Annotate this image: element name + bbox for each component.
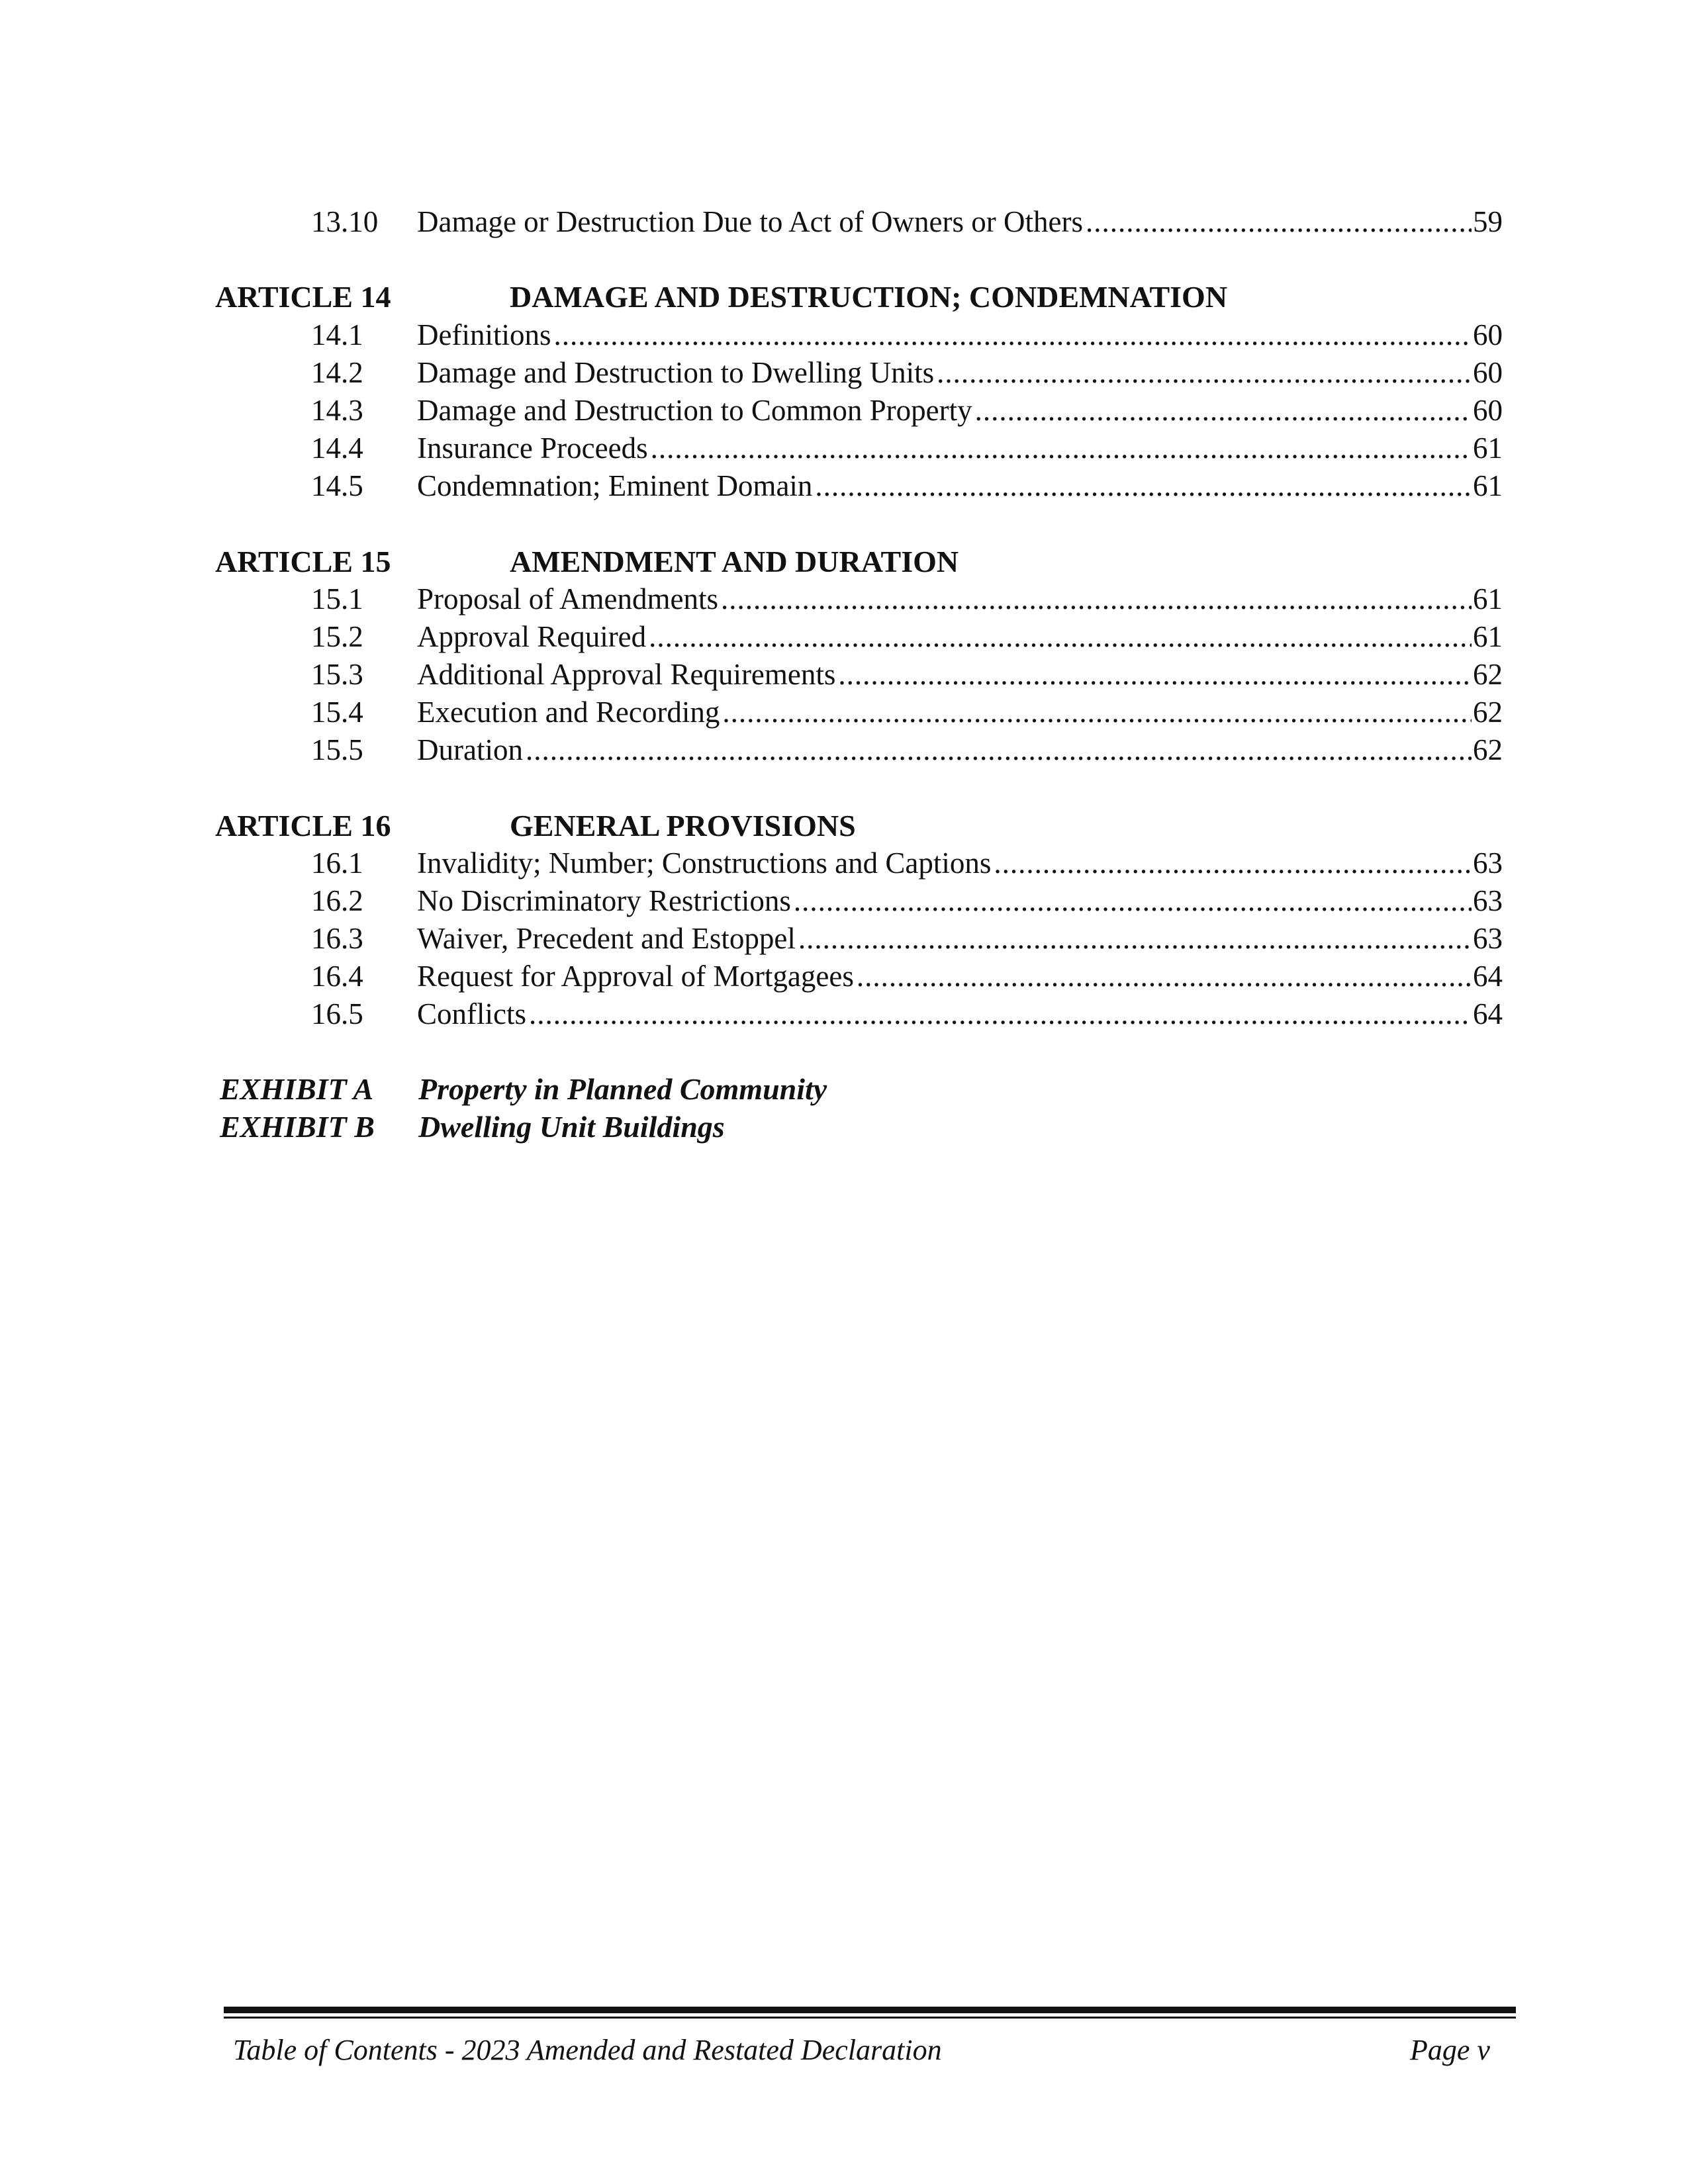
exhibit-title: Property in Planned Community (418, 1072, 827, 1106)
toc-entry-15-2 (311, 617, 1503, 656)
dot-leader (529, 995, 1472, 1033)
section-number: 15.3 (311, 658, 363, 691)
article-14-heading (215, 277, 1473, 317)
article-label: ARTICLE 14 (215, 280, 391, 314)
section-number: 16.5 (311, 997, 363, 1030)
dot-leader (937, 353, 1472, 392)
exhibit-label: EXHIBIT A (220, 1072, 374, 1106)
page-number: 62 (1473, 658, 1503, 691)
toc-entry-15-4 (311, 693, 1503, 731)
page-number: 63 (1473, 846, 1503, 880)
exhibit-b (220, 1108, 1279, 1146)
footer-rule-thick (224, 2007, 1516, 2013)
article-label: ARTICLE 15 (215, 545, 391, 578)
page-number: 59 (1473, 205, 1503, 238)
page-number: 63 (1473, 922, 1503, 955)
page-number: 61 (1473, 620, 1503, 653)
section-number: 16.2 (311, 884, 363, 917)
section-number: 14.1 (311, 318, 363, 351)
section-number: 16.4 (311, 960, 363, 993)
toc-entry-15-5 (311, 731, 1503, 769)
page-number: 64 (1473, 997, 1503, 1030)
page-number: 63 (1473, 884, 1503, 917)
dot-leader (1086, 203, 1472, 241)
section-title: Invalidity; Number; Constructions and Captions (417, 846, 992, 880)
section-title: Damage and Destruction to Dwelling Units (417, 356, 935, 389)
section-title: Damage and Destruction to Common Property (417, 394, 972, 427)
dot-leader (794, 882, 1472, 920)
toc-entry-16-1 (311, 844, 1503, 882)
article-title: DAMAGE AND DESTRUCTION; CONDEMNATION (510, 280, 1228, 314)
dot-leader (721, 580, 1472, 618)
page-number: 61 (1473, 469, 1503, 502)
dot-leader (975, 391, 1472, 430)
section-number: 13.10 (311, 205, 379, 238)
section-title: No Discriminatory Restrictions (417, 884, 791, 917)
exhibit-label: EXHIBIT B (220, 1110, 375, 1144)
article-title: GENERAL PROVISIONS (510, 809, 856, 842)
section-title: Definitions (417, 318, 551, 351)
dot-leader (857, 957, 1472, 995)
dot-leader (526, 731, 1472, 769)
page-number: 61 (1473, 582, 1503, 615)
section-number: 16.3 (311, 922, 363, 955)
dot-leader (815, 467, 1472, 505)
page-number: 60 (1473, 394, 1503, 427)
section-title: Conflicts (417, 997, 526, 1030)
page-number: 60 (1473, 318, 1503, 351)
toc-entry-14-2 (311, 353, 1503, 392)
section-title: Damage or Destruction Due to Act of Owners or Others (417, 205, 1083, 238)
dot-leader (722, 693, 1472, 731)
section-number: 14.5 (311, 469, 363, 502)
article-16-heading (215, 806, 1473, 846)
exhibit-title: Dwelling Unit Buildings (418, 1110, 725, 1144)
dot-leader (838, 655, 1472, 694)
toc-entry-15-1 (311, 580, 1503, 618)
dot-leader (553, 316, 1472, 354)
section-number: 15.1 (311, 582, 363, 615)
footer-page-number: Page v (1410, 2034, 1490, 2066)
section-title: Duration (417, 733, 523, 766)
toc-entry-16-4 (311, 957, 1503, 995)
toc-entry-16-2 (311, 882, 1503, 920)
dot-leader (649, 617, 1472, 656)
dot-leader (651, 429, 1472, 467)
article-15-heading (215, 542, 1473, 582)
section-title: Condemnation; Eminent Domain (417, 469, 813, 502)
section-title: Request for Approval of Mortgagees (417, 960, 854, 993)
section-number: 15.5 (311, 733, 363, 766)
section-number: 16.1 (311, 846, 363, 880)
page-number: 62 (1473, 696, 1503, 729)
section-title: Additional Approval Requirements (417, 658, 836, 691)
footer-document-title: Table of Contents - 2023 Amended and Restated Declaration (233, 2034, 942, 2066)
section-title: Approval Required (417, 620, 647, 653)
toc-entry-14-1 (311, 316, 1503, 354)
section-title: Proposal of Amendments (417, 582, 718, 615)
toc-entry-13-10 (311, 203, 1503, 241)
page-number: 64 (1473, 960, 1503, 993)
toc-entry-14-3 (311, 391, 1503, 430)
toc-entry-15-3 (311, 655, 1503, 694)
dot-leader (798, 919, 1472, 958)
section-number: 14.3 (311, 394, 363, 427)
page-number: 61 (1473, 432, 1503, 465)
page-number: 62 (1473, 733, 1503, 766)
toc-entry-16-5 (311, 995, 1503, 1033)
section-title: Execution and Recording (417, 696, 720, 729)
section-title: Insurance Proceeds (417, 432, 648, 465)
footer-rule-thin (224, 2017, 1516, 2019)
toc-entry-14-5 (311, 467, 1503, 505)
article-label: ARTICLE 16 (215, 809, 391, 842)
article-title: AMENDMENT AND DURATION (510, 545, 959, 578)
page-number: 60 (1473, 356, 1503, 389)
section-number: 14.2 (311, 356, 363, 389)
section-number: 14.4 (311, 432, 363, 465)
toc-entry-16-3 (311, 919, 1503, 958)
exhibit-a (220, 1070, 1279, 1109)
dot-leader (994, 844, 1472, 882)
toc-entry-14-4 (311, 429, 1503, 467)
section-number: 15.2 (311, 620, 363, 653)
section-number: 15.4 (311, 696, 363, 729)
section-title: Waiver, Precedent and Estoppel (417, 922, 796, 955)
